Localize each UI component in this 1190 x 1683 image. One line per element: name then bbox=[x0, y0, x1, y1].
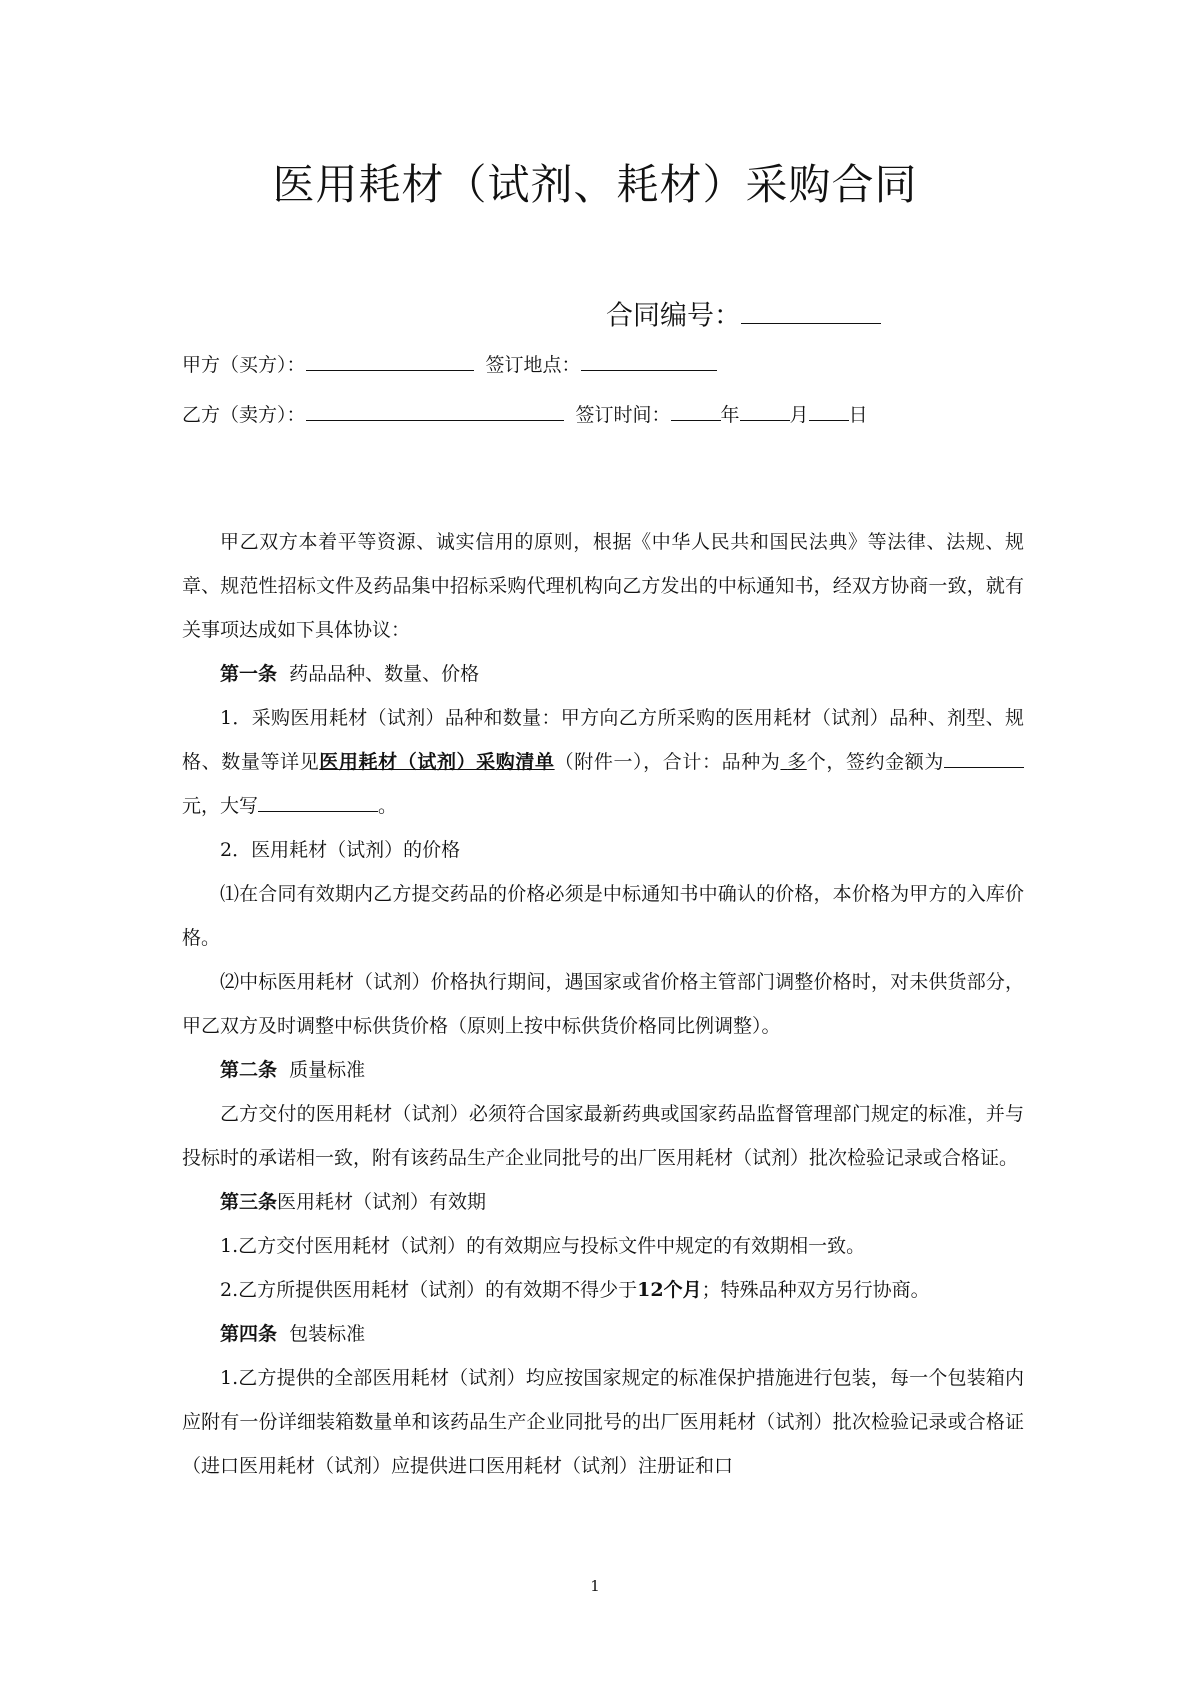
sign-day-blank bbox=[809, 400, 849, 421]
article-1-label: 第一条 bbox=[220, 663, 278, 685]
article-1-p1-text-b: （附件一），合计：品种为 bbox=[554, 751, 781, 773]
sign-place-label: 签订地点： bbox=[485, 353, 581, 376]
article-4-label: 第四条 bbox=[220, 1323, 278, 1345]
article-3-paragraph-2 bbox=[182, 1268, 1024, 1312]
party-a-line bbox=[182, 350, 717, 379]
sign-place-blank bbox=[581, 350, 717, 371]
article-3-heading bbox=[182, 1180, 1024, 1224]
party-a-blank bbox=[306, 350, 474, 371]
article-2-paragraph-1: 乙方交付的医用耗材（试剂）必须符合国家最新药典或国家药品监督管理部门规定的标准，并与投标时的承诺相一致，附有该药品生产企业同批号的出厂医用耗材（试剂）批次检验记录或合格证。 bbox=[182, 1103, 1024, 1169]
amount-words-blank bbox=[258, 791, 378, 812]
sign-year-blank bbox=[671, 400, 721, 421]
page-number: 1 bbox=[590, 1577, 600, 1595]
month-label: 月 bbox=[789, 403, 809, 426]
contract-number-blank bbox=[741, 295, 881, 324]
party-b-line bbox=[182, 400, 868, 429]
article-4-title: 包装标准 bbox=[289, 1323, 366, 1345]
article-1-p1-text-e: 。 bbox=[378, 795, 398, 817]
party-a-label: 甲方（买方）： bbox=[182, 353, 306, 376]
document-title: 医用耗材（试剂、耗材）采购合同 bbox=[272, 160, 918, 209]
shelf-life-months: 12个月 bbox=[637, 1279, 702, 1301]
article-1-title: 药品品种、数量、价格 bbox=[289, 663, 480, 685]
article-2-heading bbox=[182, 1048, 1024, 1092]
sign-time-label: 签订时间： bbox=[575, 403, 671, 426]
contract-number-line bbox=[606, 295, 881, 334]
article-4-heading bbox=[182, 1312, 1024, 1356]
article-2-label: 第二条 bbox=[220, 1059, 278, 1081]
article-1-p1-text-c: 个，签约金额为 bbox=[806, 751, 944, 773]
article-1-paragraph-4: ⑵中标医用耗材（试剂）价格执行期间，遇国家或省价格主管部门调整价格时，对未供货部分，甲乙双方及时调整中标供货价格（原则上按中标供货价格同比例调整）。 bbox=[182, 971, 1024, 1037]
article-1-paragraph-3: ⑴在合同有效期内乙方提交药品的价格必须是中标通知书中确认的价格，本价格为甲方的入库价格。 bbox=[182, 883, 1024, 949]
article-4-paragraph-1: 1.乙方提供的全部医用耗材（试剂）均应按国家规定的标准保护措施进行包装，每一个包装箱内应附有一份详细装箱数量单和该药品生产企业同批号的出厂医用耗材（试剂）批次检验记录或合格证（进口医用耗材（试剂）应提供进口医用耗材（试剂）注册证和口 bbox=[182, 1367, 1024, 1477]
contract-body bbox=[182, 520, 1024, 1488]
purchase-list-link[interactable]: 医用耗材（试剂）采购清单 bbox=[319, 751, 555, 773]
amount-blank bbox=[944, 747, 1024, 768]
article-3-title: 医用耗材（试剂）有效期 bbox=[277, 1191, 487, 1213]
article-1-p1-text-d: 元，大写 bbox=[182, 795, 259, 817]
article-2-title: 质量标准 bbox=[289, 1059, 366, 1081]
party-b-blank bbox=[306, 400, 564, 421]
contract-number-label: 合同编号： bbox=[606, 300, 741, 332]
article-1-p1-text-a: 1．采购医用耗材（试剂）品种和数量：甲方向乙方所采购的医用耗材（试剂）品种、剂型、规格、数量等详见 bbox=[182, 707, 1024, 773]
intro-paragraph: 甲乙双方本着平等资源、诚实信用的原则，根据《中华人民共和国民法典》等法律、法规、规章、规范性招标文件及药品集中招标采购代理机构向乙方发出的中标通知书，经双方协商一致，就有关事项达成如下具体协议： bbox=[182, 531, 1024, 641]
sign-month-blank bbox=[740, 400, 790, 421]
article-1-paragraph-1 bbox=[182, 696, 1024, 828]
item-count: 多 bbox=[787, 751, 807, 773]
year-label: 年 bbox=[720, 403, 740, 426]
article-3-p2-text-b: ；特殊品种双方另行协商。 bbox=[701, 1279, 930, 1301]
party-b-label: 乙方（卖方）： bbox=[182, 403, 306, 426]
article-3-label: 第三条 bbox=[220, 1191, 278, 1213]
article-3-p2-text-a: 2.乙方所提供医用耗材（试剂）的有效期不得少于 bbox=[220, 1279, 638, 1301]
article-3-paragraph-1: 1.乙方交付医用耗材（试剂）的有效期应与投标文件中规定的有效期相一致。 bbox=[220, 1235, 866, 1257]
article-1-heading bbox=[182, 652, 1024, 696]
day-label: 日 bbox=[848, 403, 868, 426]
article-1-paragraph-2: 2．医用耗材（试剂）的价格 bbox=[220, 839, 461, 861]
